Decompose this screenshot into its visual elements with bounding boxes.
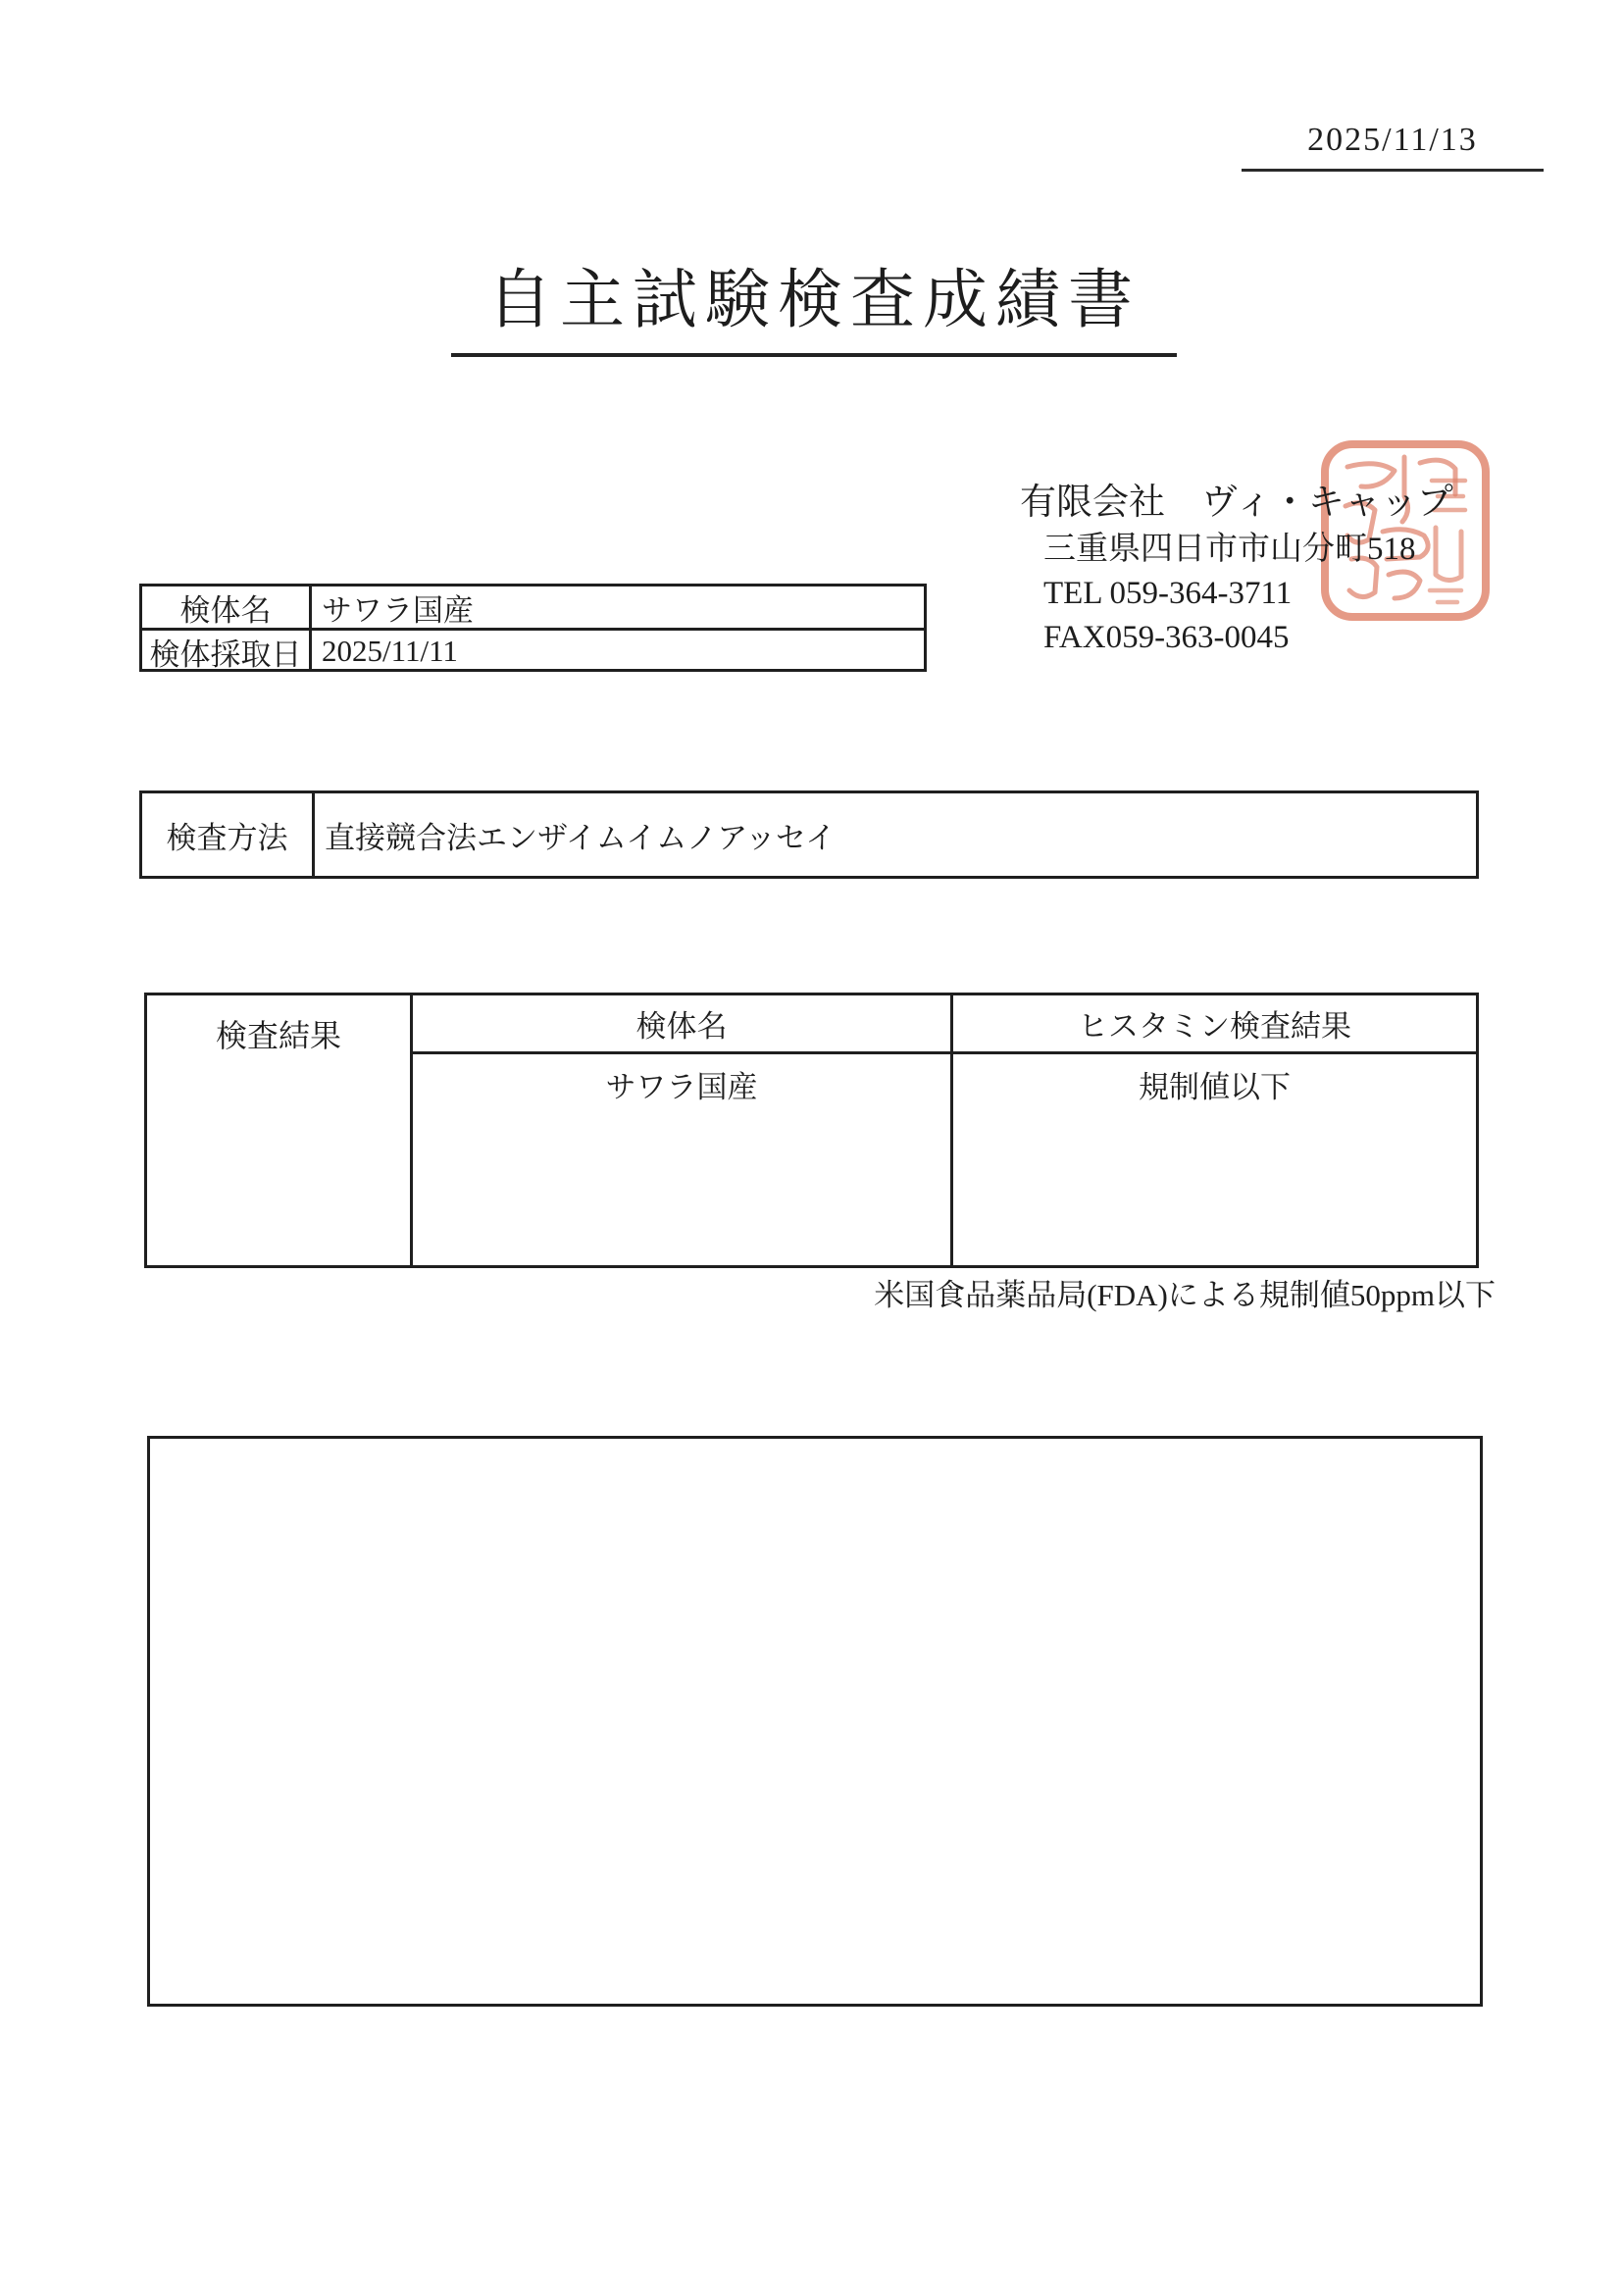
method-value: 直接競合法エンザイムイムノアッセイ: [325, 820, 837, 855]
result-sample-column: [413, 995, 953, 1265]
sample-date-value: 2025/11/11: [322, 634, 458, 668]
company-fax: FAX059-363-0045: [1043, 620, 1290, 655]
result-header-histamine: ヒスタミン検査結果: [953, 995, 1476, 1054]
result-sample-value: サワラ国産: [605, 1070, 758, 1104]
company-name: 有限会社 ヴィ・キャップ: [1020, 483, 1453, 523]
table-row: [142, 628, 924, 672]
report-date: 2025/11/13: [1242, 122, 1544, 172]
company-info: [1020, 479, 1453, 660]
sample-info-table: [139, 584, 927, 672]
method-table: [139, 790, 1479, 879]
result-histamine-column: [953, 995, 1476, 1265]
sample-name-value: サワラ国産: [322, 592, 474, 628]
result-histamine-value: 規制値以下: [1139, 1070, 1291, 1104]
company-address: 三重県四日市市山分町518: [1043, 532, 1416, 567]
page-title: 自主試験検査成績書: [451, 247, 1177, 357]
company-tel: TEL 059-364-3711: [1043, 576, 1293, 611]
sample-date-label: 検体採取日: [142, 631, 312, 672]
result-table: [144, 993, 1479, 1268]
result-label: 検査結果: [147, 995, 413, 1265]
method-label: 検査方法: [142, 793, 315, 876]
table-row: [142, 586, 924, 628]
sample-name-label: 検体名: [142, 586, 312, 628]
fda-regulation-note: 米国食品薬品局(FDA)による規制値50ppm以下: [874, 1278, 1496, 1312]
remarks-empty-box: [147, 1436, 1483, 2007]
result-header-sample: 検体名: [413, 995, 950, 1054]
